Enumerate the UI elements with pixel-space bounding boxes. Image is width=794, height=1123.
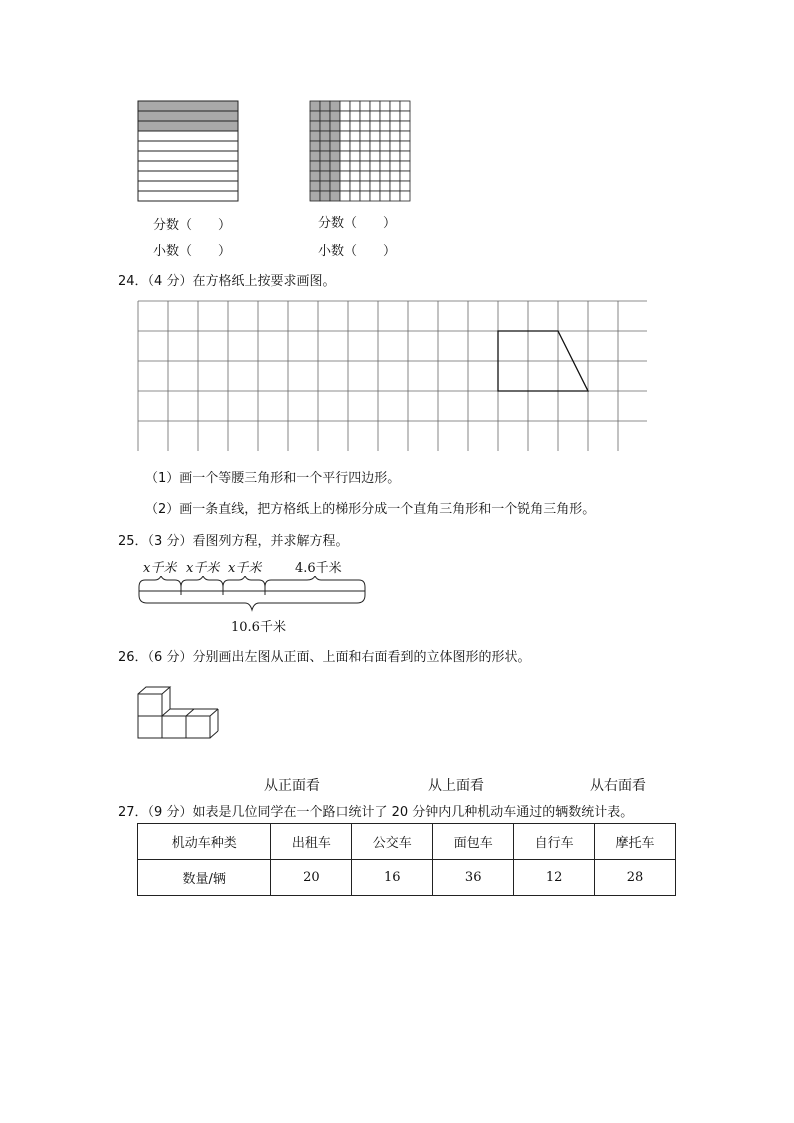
grid-cell: [380, 121, 390, 131]
grid-cell: [400, 111, 410, 121]
table-cell: 36: [433, 860, 514, 896]
grid-cell: [350, 141, 360, 151]
table-row-label: 数量/辆: [138, 860, 271, 896]
fraction-figure-grid: [309, 100, 412, 202]
grid-cell: [350, 121, 360, 131]
grid-cell: [340, 191, 350, 201]
grid-cell: [360, 191, 370, 201]
total-length-label: 10.6千米: [231, 620, 286, 635]
grid-cell: [350, 171, 360, 181]
grid-cell: [380, 161, 390, 171]
shaded-cell: [320, 151, 330, 161]
grid-cell: [380, 141, 390, 151]
grid-cell: [380, 111, 390, 121]
shaded-cell: [320, 181, 330, 191]
segment-label-3: x千米: [228, 561, 262, 576]
grid-cell: [390, 161, 400, 171]
table-cell: 12: [514, 860, 595, 896]
grid-cell: [390, 191, 400, 201]
shaded-strip: [138, 111, 238, 121]
grid-cell: [350, 161, 360, 171]
grid-cell: [350, 131, 360, 141]
grid-cell: [400, 191, 410, 201]
shaded-strip: [138, 101, 238, 111]
shaded-cell: [310, 121, 320, 131]
grid-cell: [390, 171, 400, 181]
grid-cell: [340, 121, 350, 131]
segment-label-4: 4.6千米: [295, 561, 342, 576]
q24-item-2: （2）画一条直线，把方格纸上的梯形分成一个直角三角形和一个锐角三角形。: [145, 502, 596, 517]
shaded-cell: [310, 111, 320, 121]
grid-cell: [340, 141, 350, 151]
cube-solid-figure: [136, 684, 222, 740]
vehicle-count-table: [137, 823, 676, 896]
grid-cell: [370, 181, 380, 191]
grid-cell: [360, 141, 370, 151]
grid-cell: [400, 171, 410, 181]
table-row: [138, 860, 676, 896]
grid-cell: [340, 131, 350, 141]
shaded-cell: [330, 131, 340, 141]
grid-cell: [390, 111, 400, 121]
grid-cell: [380, 171, 390, 181]
line-segment-diagram: [137, 576, 371, 616]
shaded-cell: [310, 131, 320, 141]
grid-cell: [360, 161, 370, 171]
grid-cell: [390, 121, 400, 131]
shaded-cell: [320, 191, 330, 201]
grid-cell: [400, 121, 410, 131]
table-cell: 16: [352, 860, 433, 896]
grid-cell: [350, 111, 360, 121]
grid-cell: [340, 181, 350, 191]
grid-cell: [370, 111, 380, 121]
grid-cell: [380, 131, 390, 141]
grid-cell: [380, 181, 390, 191]
right-decimal-label: 小数（ ）: [318, 244, 397, 259]
grid-cell: [370, 151, 380, 161]
shaded-cell: [330, 161, 340, 171]
table-header-cell: 公交车: [352, 824, 433, 860]
shaded-cell: [310, 161, 320, 171]
table-header-cell: 自行车: [514, 824, 595, 860]
grid-cell: [400, 161, 410, 171]
shaded-cell: [320, 111, 330, 121]
shaded-cell: [320, 171, 330, 181]
grid-cell: [340, 171, 350, 181]
grid-cell: [380, 101, 390, 111]
grid-cell: [340, 101, 350, 111]
grid-cell: [370, 161, 380, 171]
strip: [138, 141, 238, 151]
shaded-cell: [310, 151, 320, 161]
segment-label-1: x千米: [143, 561, 177, 576]
shaded-cell: [330, 111, 340, 121]
shaded-cell: [320, 161, 330, 171]
grid-cell: [340, 161, 350, 171]
grid-cell: [350, 191, 360, 201]
shaded-cell: [330, 151, 340, 161]
shaded-cell: [320, 121, 330, 131]
grid-cell: [370, 121, 380, 131]
q27-title: 27．（9 分）如表是几位同学在一个路口统计了 20 分钟内几种机动车通过的辆数统计表。: [118, 805, 634, 820]
grid-cell: [340, 111, 350, 121]
shaded-cell: [330, 121, 340, 131]
grid-cell: [360, 151, 370, 161]
strip: [138, 191, 238, 201]
fraction-figure-rows: [137, 100, 240, 202]
grid-cell: [350, 181, 360, 191]
left-fraction-label: 分数（ ）: [153, 218, 232, 233]
grid-cell: [400, 151, 410, 161]
shaded-cell: [320, 141, 330, 151]
table-header-cell: 出租车: [271, 824, 352, 860]
grid-cell: [360, 171, 370, 181]
grid-cell: [400, 141, 410, 151]
left-decimal-label: 小数（ ）: [153, 244, 232, 259]
view-front-label: 从正面看: [264, 778, 320, 794]
grid-cell: [380, 151, 390, 161]
grid-cell: [350, 101, 360, 111]
right-fraction-label: 分数（ ）: [318, 216, 397, 231]
strip: [138, 171, 238, 181]
grid-cell: [370, 141, 380, 151]
grid-cell: [360, 131, 370, 141]
shaded-cell: [310, 181, 320, 191]
grid-cell: [370, 101, 380, 111]
q24-title: 24．（4 分）在方格纸上按要求画图。: [118, 274, 336, 289]
shaded-cell: [330, 101, 340, 111]
table-header-cell: 摩托车: [595, 824, 676, 860]
grid-cell: [400, 131, 410, 141]
table-header-row: [138, 824, 676, 860]
shaded-cell: [330, 141, 340, 151]
grid-cell: [360, 121, 370, 131]
strip: [138, 181, 238, 191]
shaded-cell: [330, 171, 340, 181]
table-header-cell: 面包车: [433, 824, 514, 860]
q25-title: 25．（3 分）看图列方程，并求解方程。: [118, 534, 349, 549]
grid-cell: [340, 151, 350, 161]
strip: [138, 161, 238, 171]
segment-label-2: x千米: [186, 561, 220, 576]
grid-cell: [370, 191, 380, 201]
grid-cell: [390, 131, 400, 141]
grid-cell: [400, 181, 410, 191]
table-cell: 20: [271, 860, 352, 896]
shaded-cell: [310, 171, 320, 181]
grid-cell: [390, 151, 400, 161]
view-top-label: 从上面看: [428, 778, 484, 794]
table-cell: 28: [595, 860, 676, 896]
grid-cell: [350, 151, 360, 161]
grid-cell: [390, 141, 400, 151]
grid-cell: [360, 111, 370, 121]
grid-cell: [370, 131, 380, 141]
shaded-cell: [320, 131, 330, 141]
grid-cell: [390, 101, 400, 111]
shaded-cell: [310, 141, 320, 151]
q26-title: 26．（6 分）分别画出左图从正面、上面和右面看到的立体图形的形状。: [118, 650, 531, 665]
grid-cell: [400, 101, 410, 111]
grid-cell: [360, 101, 370, 111]
shaded-strip: [138, 121, 238, 131]
table-header-cell: 机动车种类: [138, 824, 271, 860]
q24-item-1: （1）画一个等腰三角形和一个平行四边形。: [145, 471, 401, 486]
grid-cell: [380, 191, 390, 201]
grid-cell: [390, 181, 400, 191]
shaded-cell: [310, 101, 320, 111]
strip: [138, 151, 238, 161]
view-right-label: 从右面看: [590, 778, 646, 794]
shaded-cell: [320, 101, 330, 111]
shaded-cell: [330, 191, 340, 201]
grid-cell: [360, 181, 370, 191]
grid-cell: [370, 171, 380, 181]
shaded-cell: [310, 191, 320, 201]
shaded-cell: [330, 181, 340, 191]
strip: [138, 131, 238, 141]
q24-square-grid: [137, 300, 647, 452]
